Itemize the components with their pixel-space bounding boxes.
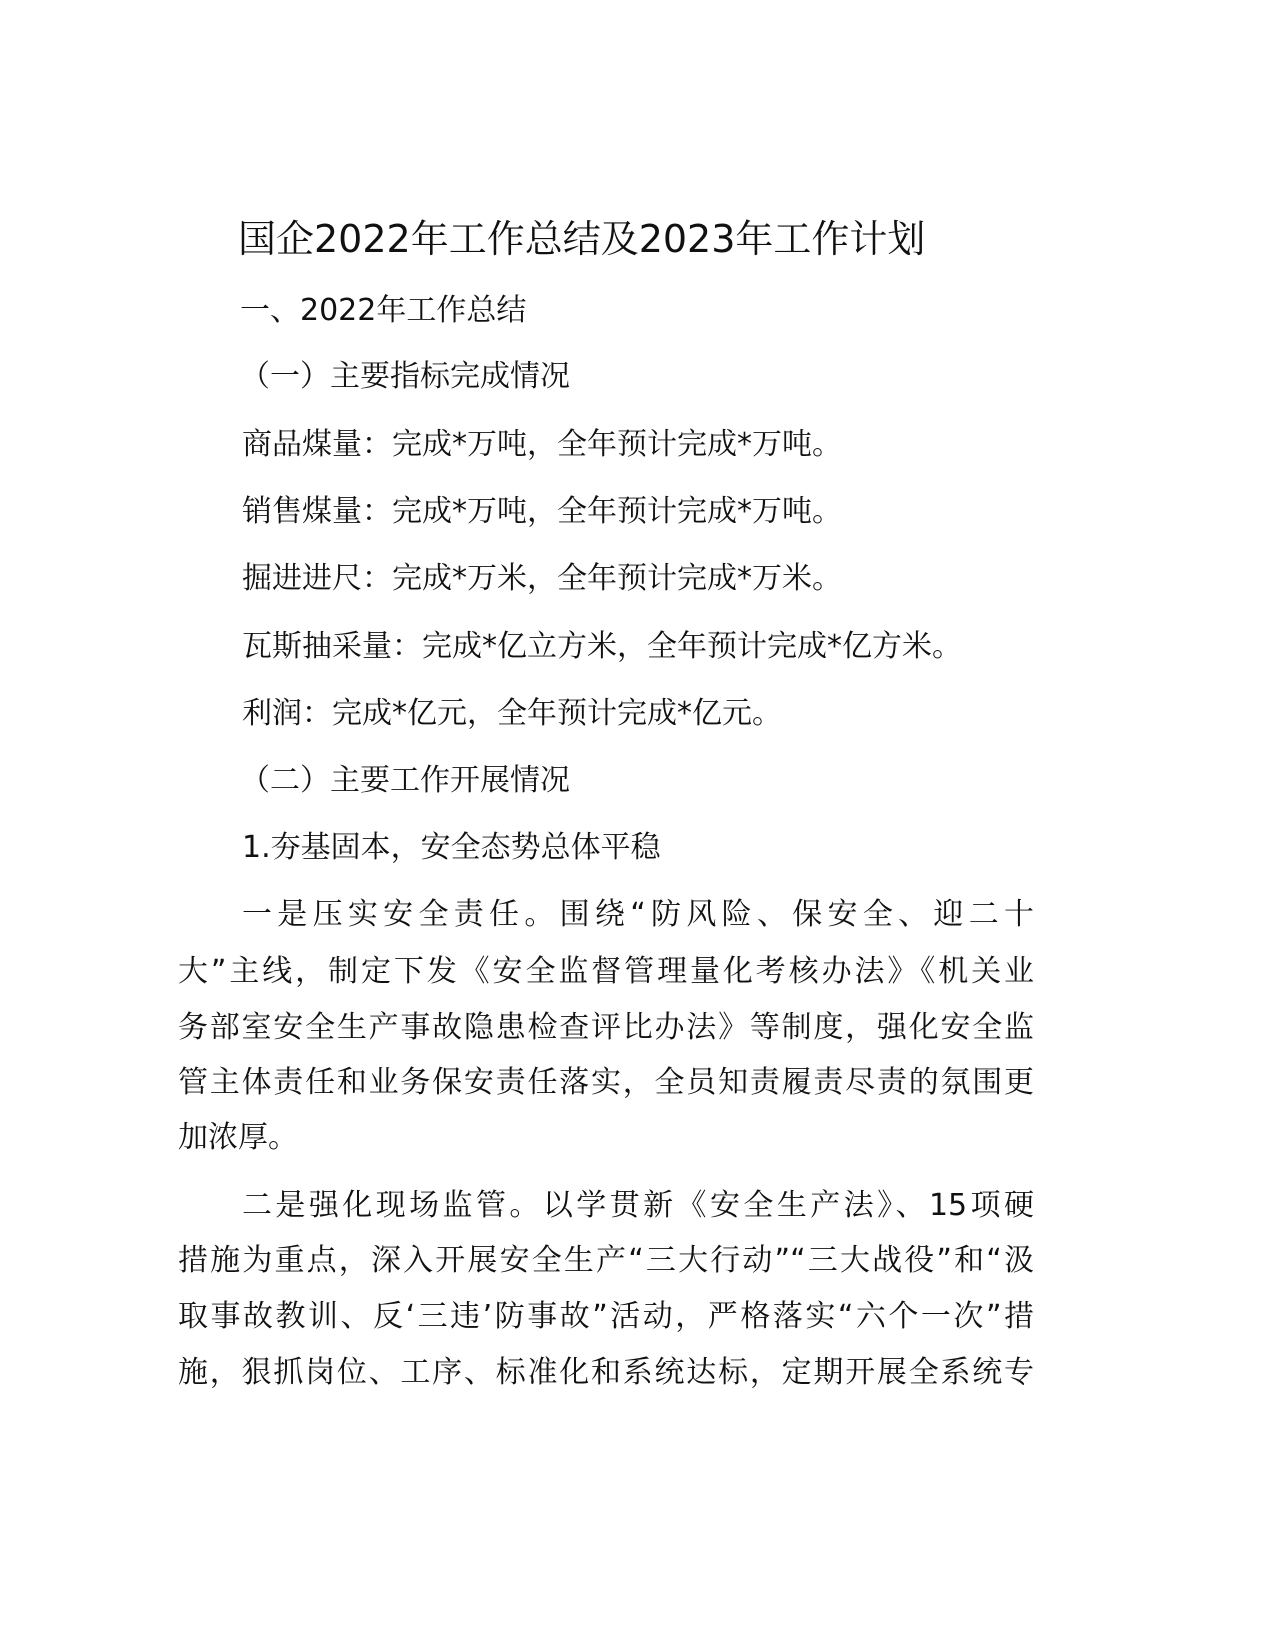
paragraph-line: 施，狠抓岗位、工序、标准化和系统达标，定期开展全系统专 [178, 1355, 1034, 1390]
item-heading: 1.夯基固本，安全态势总体平稳 [242, 830, 661, 865]
indicator-line: 销售煤量：完成*万吨，全年预计完成*万吨。 [242, 494, 842, 529]
document-title: 国企2022年工作总结及2023年工作计划 [238, 217, 926, 261]
paragraph-line: 措施为重点，深入开展安全生产“三大行动”“三大战役”和“汲 [178, 1243, 1034, 1278]
paragraph-line: 一是压实安全责任。围绕“防风险、保安全、迎二十 [242, 897, 1034, 932]
indicator-line: 商品煤量：完成*万吨，全年预计完成*万吨。 [242, 427, 842, 462]
indicator-line: 利润：完成*亿元，全年预计完成*亿元。 [242, 696, 782, 731]
paragraph-line: 取事故教训、反‘三违’防事故”活动，严格落实“六个一次”措 [178, 1299, 1034, 1334]
paragraph-line: 大”主线，制定下发《安全监督管理量化考核办法》《机关业 [178, 954, 1034, 989]
indicator-line: 瓦斯抽采量：完成*亿立方米，全年预计完成*亿方米。 [242, 629, 962, 664]
section-heading: 一、2022年工作总结 [240, 293, 527, 328]
paragraph-line: 务部室安全生产事故隐患检查评比办法》等制度，强化安全监 [178, 1010, 1034, 1045]
paragraph-line: 加浓厚。 [178, 1120, 298, 1155]
subsection-heading: （一）主要指标完成情况 [240, 359, 570, 394]
subsection-heading: （二）主要工作开展情况 [240, 763, 570, 798]
indicator-line: 掘进进尺：完成*万米，全年预计完成*万米。 [242, 561, 842, 596]
paragraph-line: 管主体责任和业务保安责任落实，全员知责履责尽责的氛围更 [178, 1065, 1034, 1100]
paragraph-line: 二是强化现场监管。以学贯新《安全生产法》、15项硬 [242, 1188, 1034, 1223]
